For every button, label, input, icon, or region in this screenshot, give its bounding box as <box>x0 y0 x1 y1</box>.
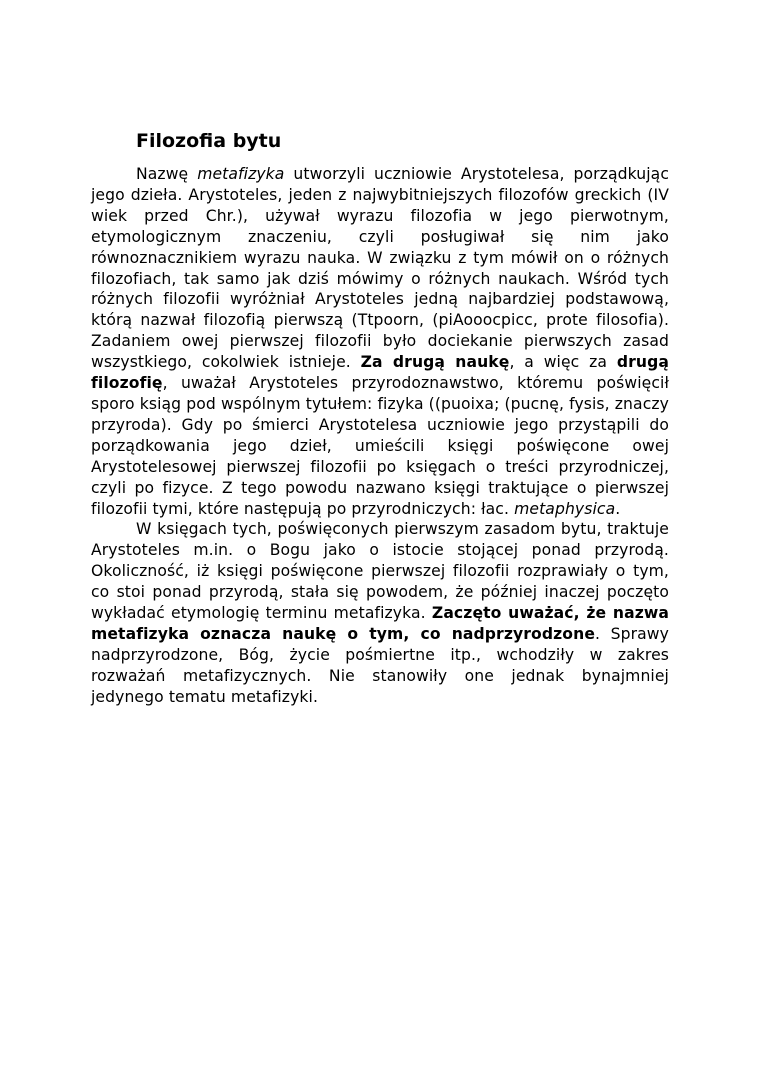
paragraph-1 <box>91 164 669 519</box>
text-segment: . Sprawy nadprzyrodzone, Bóg, życie pośmiertne itp., wchodziły w zakres rozważań metafizycznych. Nie stanowiły one jednak bynajmniej jedynego tematu metafizyki. <box>91 624 669 706</box>
paragraph-2 <box>91 519 669 707</box>
document-title: Filozofia bytu <box>136 130 282 152</box>
document-page <box>91 126 669 708</box>
bold-phrase: drugą filozofię <box>91 353 669 393</box>
bold-phrase: Za drugą naukę <box>360 353 510 372</box>
italic-term: metafizyka <box>197 165 285 183</box>
bold-phrase: Zaczęto uważać, że nazwa metafizyka oznacza naukę o tym, co nadprzyrodzone <box>91 604 669 643</box>
text-segment: , a więc za <box>509 353 617 372</box>
text-segment: utworzyli uczniowie Arystotelesa, porządkując jego dzieła. Arystoteles, jeden z najwybitniejszych filozofów greckich (IV wiek przed Chr.), używał wyrazu filozofia w jego pierwotnym, etymologicznym znaczeniu, czyli posługiwał się nim jako równoznacznikiem wyrazu nauka. W związku z tym mówił on o różnych filozofiach, tak samo jak dziś mówimy o różnych naukach. Wśród tych różnych filozofii wyróżniał Arystoteles jedną najbardziej podstawową, którą nazwał filozofią pierwszą (Ttpoorn, (piAooocpicc, prote filosofia). Zadaniem owej pierwszej filozofii było dociekanie pierwszych zasad wszystkiego, cokolwiek istnieje. <box>91 165 669 372</box>
text-segment: . <box>615 499 621 518</box>
text-segment: W księgach tych, poświęconych pierwszym zasadom bytu, traktuje Arystoteles m.in. o Bogu jako o istocie stojącej ponad przyrodą. Okoliczność, iż księgi poświęcone pierwszej filozofii rozprawiały o tym, co stoi ponad przyrodą, stała się powodem, że później inaczej poczęto wykładać etymologię terminu metafizyka. <box>91 520 669 623</box>
italic-term: metaphysica <box>514 499 616 518</box>
text-segment: , uważał Arystoteles przyrodoznawstwo, któremu poświęcił sporo ksiąg pod wspólnym tytułem: fizyka ((puoixa; (pucnę, fysis, znaczy przyroda). Gdy po śmierci Arystotelesa uczniowie jego przystąpili do porządkowania jego dzieł, umieścili księgi poświęcone owej Arystotelesowej pierwszej filozofii po księgach o treści przyrodniczej, czyli po fizyce. Z tego powodu nazwano księgi traktujące o pierwszej filozofii tymi, które następują po przyrodniczych: łac. <box>91 374 669 518</box>
text-segment: Nazwę <box>136 165 198 183</box>
